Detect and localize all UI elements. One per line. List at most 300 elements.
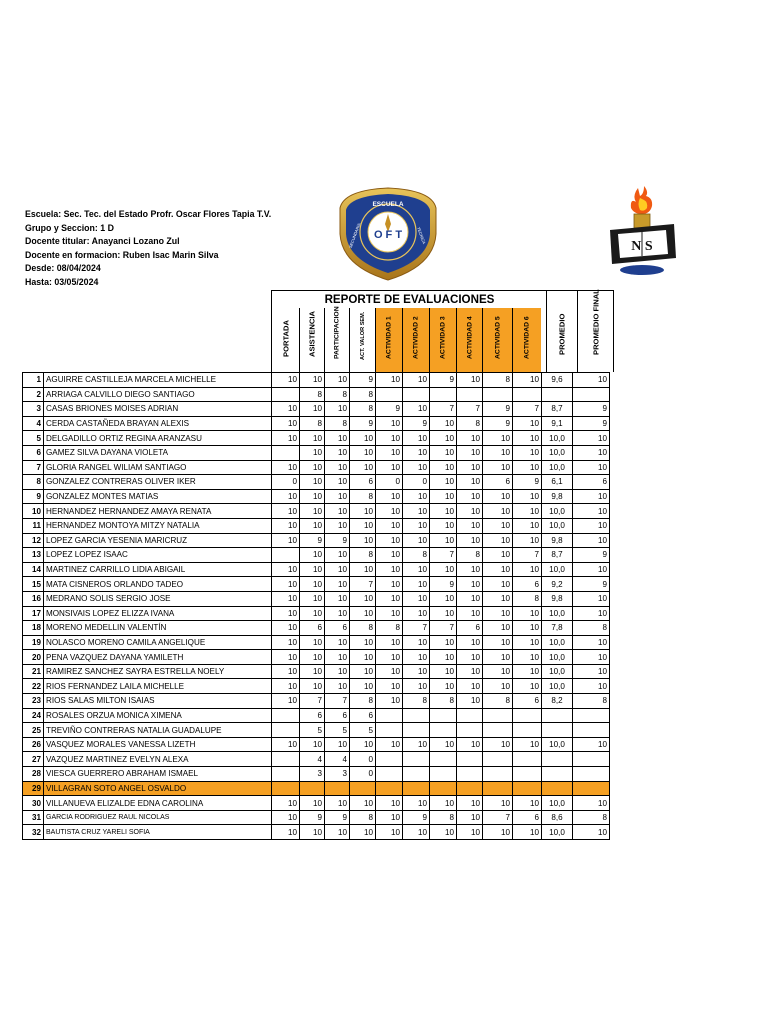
student-row [23, 723, 610, 738]
grade-cell: 8 [350, 810, 376, 825]
grade-cell: 10 [272, 562, 300, 577]
grade-cell: 10 [300, 650, 325, 665]
grade-cell: 10 [483, 664, 513, 679]
grade-cell: 10 [483, 621, 513, 636]
average-cell: 10,0 [542, 518, 573, 533]
grade-cell: 10 [430, 489, 457, 504]
final-average-cell: 6 [573, 475, 610, 490]
grade-cell [430, 387, 457, 402]
grade-cell: 10 [300, 737, 325, 752]
grade-cell: 0 [350, 767, 376, 782]
grade-cell: 8 [430, 694, 457, 709]
student-name: MEDRANO SOLIS SERGIO JOSE [44, 591, 272, 606]
grade-cell: 10 [403, 650, 430, 665]
grade-cell: 10 [376, 606, 403, 621]
grade-cell [457, 387, 483, 402]
average-cell: 10,0 [542, 445, 573, 460]
average-cell: 9,2 [542, 577, 573, 592]
student-name: ARRIAGA CALVILLO DIEGO SANTIAGO [44, 387, 272, 402]
column-header [456, 308, 482, 372]
grade-cell: 10 [403, 518, 430, 533]
grade-cell [376, 781, 403, 796]
grade-cell: 8 [483, 373, 513, 388]
grade-cell: 10 [325, 606, 350, 621]
grade-cell: 10 [430, 416, 457, 431]
torch-logo-letters: N S [631, 239, 653, 254]
student-row [23, 475, 610, 490]
grade-cell: 10 [272, 402, 300, 417]
grade-cell: 10 [430, 606, 457, 621]
grade-cell: 10 [350, 445, 376, 460]
grade-cell [483, 387, 513, 402]
average-cell: 8,7 [542, 548, 573, 563]
student-row [23, 548, 610, 563]
final-average-cell: 10 [573, 518, 610, 533]
grade-cell: 10 [403, 606, 430, 621]
grade-cell: 10 [300, 548, 325, 563]
final-average-cell: 10 [573, 533, 610, 548]
grade-cell: 9 [430, 373, 457, 388]
column-header-label: ACTIVIDAD 3 [439, 316, 447, 359]
grade-cell: 8 [513, 591, 542, 606]
grade-cell: 10 [300, 504, 325, 519]
grade-cell: 10 [457, 533, 483, 548]
grade-cell: 8 [300, 387, 325, 402]
student-name: VIESCA GUERRERO ABRAHAM ISMAEL [44, 767, 272, 782]
grade-cell: 10 [376, 533, 403, 548]
column-header-label: PARTICIPACION [333, 306, 341, 359]
grade-cell [272, 752, 300, 767]
grade-cell: 10 [325, 504, 350, 519]
grade-cell: 10 [350, 664, 376, 679]
student-row [23, 606, 610, 621]
grade-cell: 10 [457, 679, 483, 694]
grade-cell: 10 [430, 664, 457, 679]
grade-cell: 9 [483, 402, 513, 417]
row-number: 13 [23, 548, 44, 563]
student-row [23, 416, 610, 431]
grade-cell [457, 781, 483, 796]
grade-cell: 10 [403, 664, 430, 679]
student-name: CERDA CASTAÑEDA BRAYAN ALEXIS [44, 416, 272, 431]
grade-cell [430, 767, 457, 782]
grade-cell: 10 [513, 431, 542, 446]
grade-cell: 10 [350, 460, 376, 475]
grade-cell: 7 [513, 402, 542, 417]
student-name: LOPEZ GARCIA YESENIA MARICRUZ [44, 533, 272, 548]
student-row [23, 635, 610, 650]
row-number: 11 [23, 518, 44, 533]
average-cell: 10,0 [542, 431, 573, 446]
student-row [23, 737, 610, 752]
grade-cell [457, 752, 483, 767]
grade-cell: 10 [430, 475, 457, 490]
student-name: VASQUEZ MORALES VANESSA LIZETH [44, 737, 272, 752]
grade-cell: 10 [376, 373, 403, 388]
grade-cell [376, 767, 403, 782]
grade-cell: 10 [457, 796, 483, 811]
grade-cell: 10 [350, 518, 376, 533]
column-header [512, 308, 541, 372]
average-cell: 8,6 [542, 810, 573, 825]
grade-cell [483, 723, 513, 738]
student-name: GAMEZ SILVA DAYANA VIOLETA [44, 445, 272, 460]
grade-cell: 10 [483, 518, 513, 533]
final-average-cell: 10 [573, 562, 610, 577]
row-number: 10 [23, 504, 44, 519]
grade-cell: 10 [350, 591, 376, 606]
grade-cell: 10 [300, 679, 325, 694]
student-row [23, 825, 610, 840]
grade-cell: 10 [513, 489, 542, 504]
row-number: 14 [23, 562, 44, 577]
grade-cell [457, 723, 483, 738]
column-header-label: ACT. VALOR SEM. [359, 311, 366, 360]
student-row [23, 504, 610, 519]
column-header-label: ACTIVIDAD 5 [494, 316, 501, 359]
final-average-cell: 10 [573, 460, 610, 475]
grade-cell: 10 [300, 518, 325, 533]
grade-cell: 10 [325, 737, 350, 752]
final-average-cell: 10 [573, 650, 610, 665]
grade-cell: 10 [272, 694, 300, 709]
column-header-label: ACTIVIDAD 2 [412, 316, 420, 359]
grade-cell: 10 [513, 679, 542, 694]
final-average-cell: 10 [573, 825, 610, 840]
average-cell: 10,0 [542, 635, 573, 650]
crest-ring-top: ESCUELA [372, 201, 404, 208]
grade-cell: 10 [300, 402, 325, 417]
grade-cell: 10 [325, 402, 350, 417]
grade-cell: 10 [376, 548, 403, 563]
grade-cell: 10 [513, 533, 542, 548]
grade-cell: 9 [376, 402, 403, 417]
grade-cell [483, 767, 513, 782]
average-cell [542, 723, 573, 738]
grade-cell [483, 781, 513, 796]
grade-cell: 10 [430, 460, 457, 475]
grade-cell: 10 [483, 606, 513, 621]
grade-cell [376, 723, 403, 738]
grade-cell: 10 [457, 810, 483, 825]
grade-cell: 10 [350, 533, 376, 548]
grade-cell: 8 [350, 387, 376, 402]
student-row [23, 577, 610, 592]
row-number: 22 [23, 679, 44, 694]
row-number: 26 [23, 737, 44, 752]
average-cell: 10,0 [542, 562, 573, 577]
average-cell: 6,1 [542, 475, 573, 490]
student-row [23, 664, 610, 679]
grade-cell: 10 [272, 373, 300, 388]
average-cell: 9,8 [542, 591, 573, 606]
grade-cell: 9 [350, 373, 376, 388]
grade-cell [403, 752, 430, 767]
student-row [23, 650, 610, 665]
grade-cell: 6 [325, 621, 350, 636]
row-number: 29 [23, 781, 44, 796]
student-row [23, 489, 610, 504]
student-name: MONSIVAIS LOPEZ ELIZZA IVANA [44, 606, 272, 621]
student-name: RIOS FERNANDEZ LAILA MICHELLE [44, 679, 272, 694]
grade-cell: 8 [403, 694, 430, 709]
student-row [23, 402, 610, 417]
crest-ring-left: SECUNDARIA [347, 222, 362, 249]
grade-cell: 8 [300, 416, 325, 431]
grade-cell: 10 [325, 489, 350, 504]
grade-cell: 10 [325, 664, 350, 679]
school-crest-logo [330, 186, 446, 282]
row-number: 25 [23, 723, 44, 738]
student-row [23, 387, 610, 402]
grade-cell: 5 [350, 723, 376, 738]
grade-cell: 10 [376, 460, 403, 475]
grade-cell: 10 [272, 810, 300, 825]
grade-cell: 10 [300, 796, 325, 811]
grade-cell: 7 [457, 402, 483, 417]
student-row [23, 752, 610, 767]
student-name: HERNANDEZ HERNANDEZ AMAYA RENATA [44, 504, 272, 519]
student-name: MATA CISNEROS ORLANDO TADEO [44, 577, 272, 592]
grade-cell: 8 [483, 694, 513, 709]
row-number: 2 [23, 387, 44, 402]
grade-cell: 10 [272, 621, 300, 636]
grade-cell: 10 [300, 635, 325, 650]
final-average-cell: 10 [573, 606, 610, 621]
grade-cell: 10 [272, 606, 300, 621]
grade-cell: 10 [513, 416, 542, 431]
grade-cell: 8 [457, 548, 483, 563]
group-section: Grupo y Seccion: 1 D [25, 222, 114, 233]
promedio-header [546, 290, 577, 372]
average-cell [542, 767, 573, 782]
grade-cell: 8 [325, 387, 350, 402]
average-cell: 10,0 [542, 664, 573, 679]
grade-cell: 8 [457, 416, 483, 431]
final-average-cell: 10 [573, 489, 610, 504]
grade-cell [376, 387, 403, 402]
row-number: 21 [23, 664, 44, 679]
grade-cell: 10 [300, 460, 325, 475]
grade-cell [376, 752, 403, 767]
column-header-label: PORTADA [281, 320, 290, 357]
student-row [23, 810, 610, 825]
grade-cell: 10 [325, 577, 350, 592]
student-name: BAUTISTA CRUZ YARELI SOFIA [44, 825, 272, 840]
grade-cell: 9 [350, 416, 376, 431]
grade-cell [513, 767, 542, 782]
grade-cell: 5 [300, 723, 325, 738]
grade-cell: 7 [513, 548, 542, 563]
grade-cell: 10 [513, 445, 542, 460]
grade-cell: 10 [272, 504, 300, 519]
row-number: 17 [23, 606, 44, 621]
student-row [23, 781, 610, 796]
student-name: GONZALEZ MONTES MATIAS [44, 489, 272, 504]
grade-cell: 10 [483, 548, 513, 563]
column-header [349, 308, 375, 372]
grade-cell: 10 [403, 489, 430, 504]
grade-cell: 9 [483, 416, 513, 431]
grade-cell: 10 [272, 635, 300, 650]
grade-cell: 10 [300, 373, 325, 388]
student-row [23, 460, 610, 475]
grade-cell: 10 [272, 489, 300, 504]
grade-cell: 10 [272, 577, 300, 592]
grade-cell: 7 [300, 694, 325, 709]
grade-cell: 10 [457, 650, 483, 665]
row-number: 1 [23, 373, 44, 388]
school-info [25, 208, 271, 290]
grade-cell: 6 [325, 708, 350, 723]
grade-cell: 10 [272, 796, 300, 811]
grade-cell: 8 [325, 416, 350, 431]
grade-cell: 10 [272, 591, 300, 606]
grade-cell: 10 [483, 577, 513, 592]
date-from: Desde: 08/04/2024 [25, 263, 101, 274]
grade-cell: 10 [403, 445, 430, 460]
average-cell: 9,8 [542, 533, 573, 548]
row-number: 20 [23, 650, 44, 665]
grade-cell: 7 [430, 402, 457, 417]
grade-cell: 10 [457, 664, 483, 679]
grade-cell: 10 [325, 796, 350, 811]
grade-cell: 10 [300, 445, 325, 460]
row-number: 19 [23, 635, 44, 650]
grade-cell: 8 [403, 548, 430, 563]
final-average-cell [573, 723, 610, 738]
grade-cell: 10 [376, 796, 403, 811]
grade-cell: 10 [272, 460, 300, 475]
student-name: ROSALES ORZUA MONICA XIMENA [44, 708, 272, 723]
final-average-cell: 10 [573, 737, 610, 752]
grade-cell: 10 [376, 591, 403, 606]
grade-cell [483, 752, 513, 767]
grade-cell: 10 [325, 373, 350, 388]
grade-cell: 10 [483, 533, 513, 548]
grade-cell: 10 [300, 489, 325, 504]
grade-cell: 10 [350, 796, 376, 811]
grade-cell: 10 [403, 825, 430, 840]
grade-cell: 7 [350, 577, 376, 592]
grade-cell: 7 [325, 694, 350, 709]
grade-cell: 10 [272, 664, 300, 679]
grade-cell: 10 [403, 402, 430, 417]
grade-cell [457, 767, 483, 782]
average-cell: 9,1 [542, 416, 573, 431]
student-row [23, 591, 610, 606]
grade-cell: 10 [376, 577, 403, 592]
average-cell: 8,2 [542, 694, 573, 709]
grade-cell: 10 [376, 562, 403, 577]
grade-cell: 3 [300, 767, 325, 782]
grade-cell: 10 [325, 650, 350, 665]
grade-cell [457, 708, 483, 723]
final-average-cell: 10 [573, 504, 610, 519]
row-number: 31 [23, 810, 44, 825]
grade-cell: 10 [430, 533, 457, 548]
grade-cell: 10 [376, 445, 403, 460]
grade-cell: 10 [430, 562, 457, 577]
grade-cell [272, 387, 300, 402]
grade-cell: 0 [272, 475, 300, 490]
grade-cell: 10 [430, 635, 457, 650]
grade-cell: 10 [403, 431, 430, 446]
grade-cell [513, 723, 542, 738]
grade-cell: 10 [350, 431, 376, 446]
row-number: 15 [23, 577, 44, 592]
grade-cell [300, 781, 325, 796]
grade-cell: 0 [403, 475, 430, 490]
student-name: PENA VAZQUEZ DAYANA YAMILETH [44, 650, 272, 665]
student-name: RAMIREZ SANCHEZ SAYRA ESTRELLA NOELY [44, 664, 272, 679]
grade-cell: 10 [430, 825, 457, 840]
grade-cell: 8 [350, 402, 376, 417]
row-number: 30 [23, 796, 44, 811]
grade-cell: 10 [513, 562, 542, 577]
grade-cell: 10 [513, 518, 542, 533]
grade-cell: 10 [457, 373, 483, 388]
grade-cell [350, 781, 376, 796]
grade-cell: 6 [300, 708, 325, 723]
grade-cell: 10 [483, 679, 513, 694]
average-cell: 10,0 [542, 606, 573, 621]
grade-cell: 10 [403, 679, 430, 694]
grade-cell: 10 [300, 591, 325, 606]
grade-cell: 6 [350, 708, 376, 723]
student-row [23, 518, 610, 533]
student-row [23, 562, 610, 577]
grade-cell: 10 [272, 825, 300, 840]
grade-cell: 10 [325, 825, 350, 840]
grade-cell: 9 [300, 533, 325, 548]
grade-cell: 0 [350, 752, 376, 767]
grade-cell: 10 [513, 460, 542, 475]
grade-cell: 10 [457, 591, 483, 606]
average-cell: 10,0 [542, 679, 573, 694]
grade-cell: 10 [457, 460, 483, 475]
grade-cell: 5 [325, 723, 350, 738]
grade-cell: 10 [350, 562, 376, 577]
grade-cell: 10 [430, 737, 457, 752]
student-row [23, 431, 610, 446]
column-header [299, 308, 324, 372]
grade-cell: 10 [272, 533, 300, 548]
grade-cell: 10 [300, 825, 325, 840]
column-header [375, 308, 402, 372]
average-cell: 9,8 [542, 489, 573, 504]
average-cell: 10,0 [542, 737, 573, 752]
grade-cell: 10 [376, 810, 403, 825]
grade-cell: 8 [350, 548, 376, 563]
grade-cell: 10 [483, 460, 513, 475]
grade-cell: 10 [325, 431, 350, 446]
grade-cell [430, 781, 457, 796]
grade-cell: 10 [457, 694, 483, 709]
grade-cell: 10 [513, 825, 542, 840]
final-average-cell [573, 781, 610, 796]
grade-cell [513, 752, 542, 767]
grade-cell: 10 [513, 621, 542, 636]
grade-cell: 10 [350, 650, 376, 665]
torch-logo [604, 184, 680, 278]
grade-cell [430, 708, 457, 723]
grade-cell: 8 [350, 621, 376, 636]
average-cell [542, 387, 573, 402]
grade-cell: 0 [376, 475, 403, 490]
column-header [429, 308, 456, 372]
student-name: MORENO MEDELLIN VALENTÍN [44, 621, 272, 636]
